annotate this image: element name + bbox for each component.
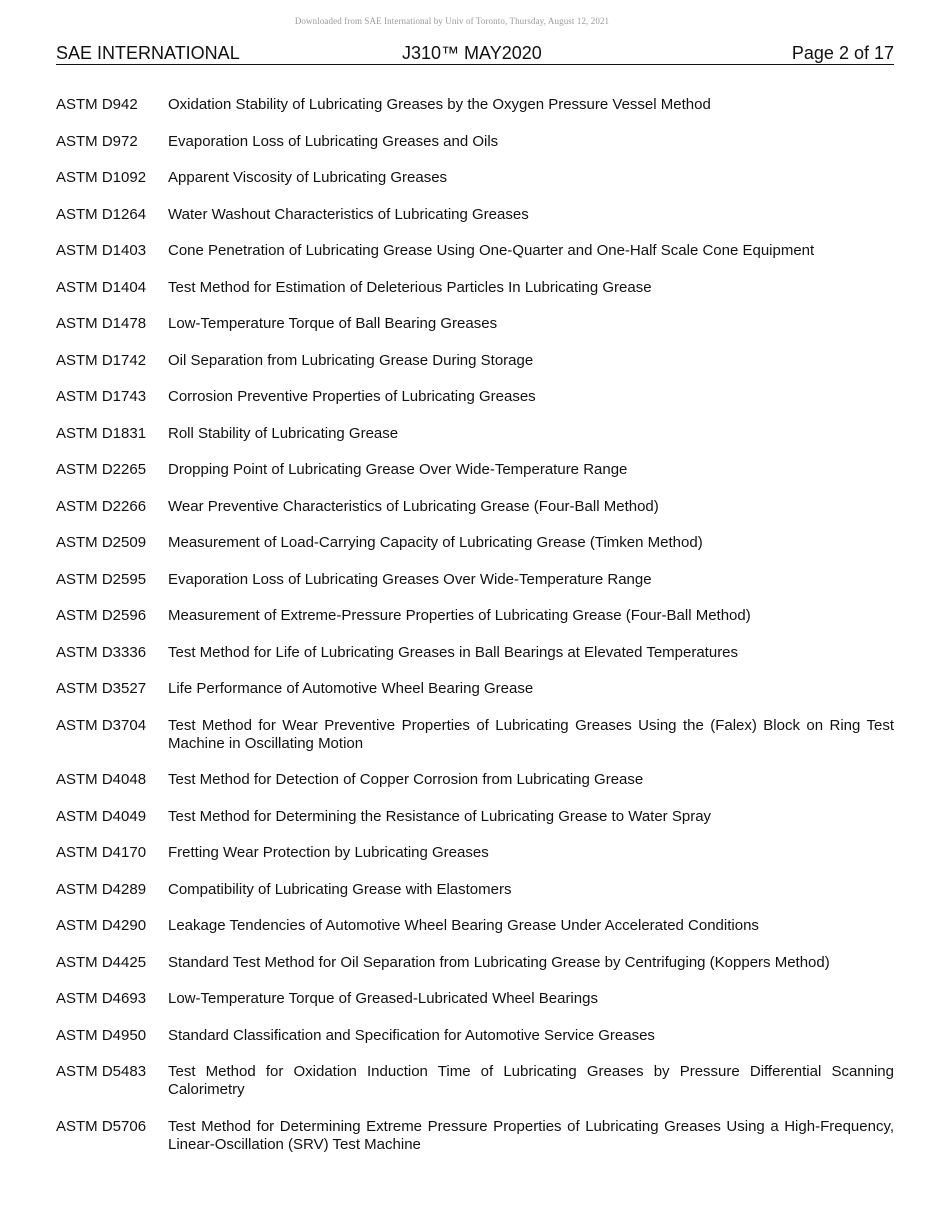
reference-title: Cone Penetration of Lubricating Grease Using One-Quarter and One-Half Scale Cone Equipment <box>168 242 815 259</box>
reference-code: ASTM D3704 <box>56 716 147 734</box>
reference-item <box>56 990 894 1008</box>
reference-item <box>56 425 894 443</box>
reference-title: Roll Stability of Lubricating Grease <box>168 424 399 442</box>
page-header <box>56 43 894 65</box>
reference-code: ASTM D1831 <box>56 424 147 442</box>
reference-code: ASTM D972 <box>56 132 138 150</box>
reference-code: ASTM D4425 <box>56 953 147 971</box>
reference-title: Test Method for Estimation of Deleterious Particles In Lubricating Grease <box>168 278 652 296</box>
reference-title: Evaporation Loss of Lubricating Greases and Oils <box>168 132 499 150</box>
reference-item <box>56 717 894 753</box>
reference-code: ASTM D4290 <box>56 917 147 934</box>
reference-title: Test Method for Life of Lubricating Greases in Ball Bearings at Elevated Temperatures <box>168 643 739 661</box>
reference-item <box>56 169 894 187</box>
reference-code: ASTM D5483 <box>56 1063 147 1080</box>
reference-title: Measurement of Extreme-Pressure Properties of Lubricating Grease (Four-Ball Method) <box>168 607 751 624</box>
reference-item <box>56 1027 894 1045</box>
reference-title: Oil Separation from Lubricating Grease During Storage <box>168 351 534 369</box>
reference-title: Standard Classification and Specification for Automotive Service Greases <box>168 1026 655 1044</box>
reference-title: Evaporation Loss of Lubricating Greases Over Wide-Temperature Range <box>168 570 652 588</box>
reference-item <box>56 571 894 589</box>
reference-item <box>56 680 894 698</box>
reference-code: ASTM D2596 <box>56 607 147 624</box>
reference-title: Low-Temperature Torque of Greased-Lubricated Wheel Bearings <box>168 990 598 1007</box>
reference-title: Low-Temperature Torque of Ball Bearing Greases <box>168 315 498 332</box>
reference-item <box>56 1063 894 1099</box>
reference-code: ASTM D2595 <box>56 570 147 588</box>
reference-title: Oxidation Stability of Lubricating Greases by the Oxygen Pressure Vessel Method <box>168 96 711 113</box>
reference-title: Test Method for Determining Extreme Pressure Properties of Lubricating Greases Using a High-Frequency, Linear-Oscillation (SRV) Test Machine <box>168 1117 894 1153</box>
reference-title: Test Method for Wear Preventive Properties of Lubricating Greases Using the (Falex) Block on Ring Test Machine in Oscillating Motion <box>168 716 894 752</box>
reference-code: ASTM D4170 <box>56 844 147 861</box>
reference-code: ASTM D2265 <box>56 461 147 478</box>
reference-item <box>56 881 894 899</box>
reference-title: Life Performance of Automotive Wheel Bearing Grease <box>168 680 534 697</box>
reference-item <box>56 206 894 224</box>
reference-title: Test Method for Determining the Resistance of Lubricating Grease to Water Spray <box>168 807 712 825</box>
reference-code: ASTM D3336 <box>56 643 147 661</box>
reference-item <box>56 808 894 826</box>
reference-item <box>56 844 894 862</box>
reference-item <box>56 534 894 552</box>
reference-code: ASTM D1742 <box>56 351 147 369</box>
reference-code: ASTM D1264 <box>56 205 147 223</box>
reference-item <box>56 607 894 625</box>
reference-item <box>56 352 894 370</box>
header-document-id: J310™ MAY2020 <box>402 43 542 63</box>
reference-code: ASTM D4693 <box>56 990 147 1007</box>
reference-title: Corrosion Preventive Properties of Lubricating Greases <box>168 388 536 405</box>
reference-title: Dropping Point of Lubricating Grease Over Wide-Temperature Range <box>168 461 628 478</box>
reference-title: Test Method for Oxidation Induction Time of Lubricating Greases by Pressure Differential Scanning Calorimetry <box>168 1063 894 1098</box>
reference-title: Standard Test Method for Oil Separation from Lubricating Grease by Centrifuging (Koppers Method) <box>168 953 830 971</box>
reference-code: ASTM D1092 <box>56 169 147 186</box>
reference-item <box>56 242 894 260</box>
reference-title: Measurement of Load-Carrying Capacity of Lubricating Grease (Timken Method) <box>168 534 703 551</box>
reference-code: ASTM D1404 <box>56 278 147 296</box>
reference-title: Apparent Viscosity of Lubricating Greases <box>168 169 448 186</box>
reference-code: ASTM D3527 <box>56 680 147 697</box>
reference-title: Water Washout Characteristics of Lubricating Greases <box>168 205 529 223</box>
reference-title: Wear Preventive Characteristics of Lubricating Grease (Four-Ball Method) <box>168 497 659 515</box>
reference-item <box>56 388 894 406</box>
reference-item <box>56 917 894 935</box>
reference-item <box>56 498 894 516</box>
reference-item <box>56 644 894 662</box>
reference-code: ASTM D4950 <box>56 1026 147 1044</box>
reference-code: ASTM D2266 <box>56 497 147 515</box>
reference-item <box>56 279 894 297</box>
reference-code: ASTM D1403 <box>56 242 147 259</box>
download-watermark: Downloaded from SAE International by Univ of Toronto, Thursday, August 12, 2021 <box>294 16 610 26</box>
reference-code: ASTM D1743 <box>56 388 147 405</box>
reference-code: ASTM D5706 <box>56 1117 147 1135</box>
reference-item <box>56 954 894 972</box>
header-organization: SAE INTERNATIONAL <box>56 43 240 63</box>
header-page-number: Page 2 of 17 <box>791 43 894 63</box>
reference-list <box>56 96 894 1172</box>
reference-code: ASTM D1478 <box>56 315 147 332</box>
reference-item <box>56 96 894 114</box>
reference-code: ASTM D4048 <box>56 771 147 788</box>
reference-code: ASTM D4289 <box>56 880 147 898</box>
reference-item <box>56 771 894 789</box>
reference-item <box>56 461 894 479</box>
reference-code: ASTM D4049 <box>56 807 147 825</box>
reference-item <box>56 1118 894 1154</box>
reference-code: ASTM D942 <box>56 96 138 113</box>
reference-title: Compatibility of Lubricating Grease with Elastomers <box>168 880 512 898</box>
reference-title: Test Method for Detection of Copper Corrosion from Lubricating Grease <box>168 771 644 788</box>
reference-title: Leakage Tendencies of Automotive Wheel Bearing Grease Under Accelerated Conditions <box>168 917 759 934</box>
reference-title: Fretting Wear Protection by Lubricating Greases <box>168 844 489 861</box>
reference-code: ASTM D2509 <box>56 534 147 551</box>
reference-item <box>56 315 894 333</box>
reference-item <box>56 133 894 151</box>
